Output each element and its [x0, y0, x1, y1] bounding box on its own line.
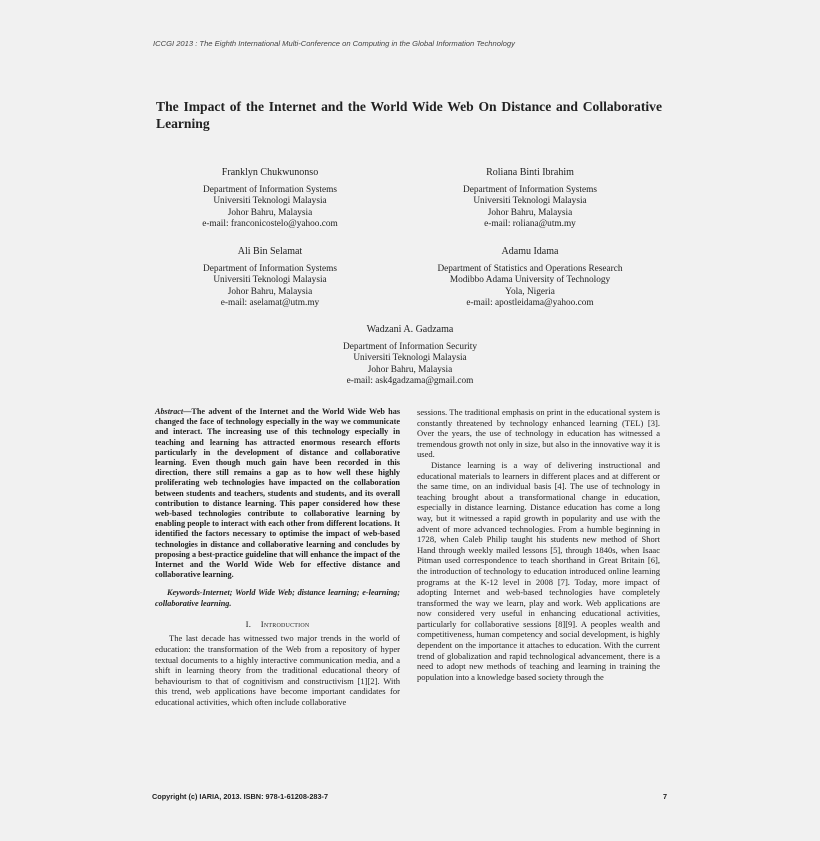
author-name: Wadzani A. Gadzama	[366, 324, 454, 335]
body-paragraph-1: sessions. The traditional emphasis on print in the educational system is constantly threatened by technology enhanced learning (TEL) [3]. Over the years, the use of technology in education has witnessed a tremendous growth not only in size, but also in the innovative way it is used.	[417, 407, 660, 460]
author-block-5	[310, 324, 510, 388]
author-block-4	[420, 246, 640, 310]
author-affiliation: Department of Information Systems	[462, 184, 597, 195]
author-name: Franklyn Chukwunonso	[221, 167, 319, 178]
author-affiliation: Department of Statistics and Operations Research	[437, 263, 623, 274]
left-column	[155, 407, 400, 708]
intro-paragraph-1: The last decade has witnessed two major trends in the world of education: the transformation of the Web from a repository of hyper textual documents to a highly interactive communication media, and a shift in learning theory from the traditional educational theory of behaviourism to that of cognitivism and constructivism [1][2]. With this trend, web applications have become important candidates for educational activities, which often include collaborative	[155, 633, 400, 708]
author-location: Johor Bahru, Malaysia	[487, 207, 573, 218]
author-affiliation: Modibbo Adama University of Technology	[449, 275, 611, 286]
section-heading	[155, 619, 400, 630]
author-block-2	[430, 167, 630, 231]
right-column	[417, 407, 660, 682]
copyright-footer: Copyright (c) IARIA, 2013. ISBN: 978-1-61208-283-7	[152, 792, 328, 801]
author-affiliation: Universiti Teknologi Malaysia	[473, 196, 587, 207]
page-number: 7	[663, 792, 668, 801]
paper-title: The Impact of the Internet and the World Wide Web On Distance and Collaborative Learning	[156, 99, 662, 131]
author-affiliation: Department of Information Security	[343, 341, 477, 352]
author-affiliation: Department of Information Systems	[202, 184, 337, 195]
author-email: e-mail: franconicostelo@yahoo.com	[202, 219, 338, 230]
abstract-text: —The advent of the Internet and the World Wide Web has changed the face of technology especially in the way we communicate and interact. The increasing use of this technology especially in teaching and learning has attracted enormous research efforts particularly in the development of distance and collaborative learning. Even though much gain have been recorded in this direction, there still remains a gap as to how well these highly proliferating web technologies have impacted on the collaboration between students and teachers, students and students, and its overall contribution to distance learning. This paper considered how these web-based technologies contribute to collaborative learning by enabling people to interact with each other from different locations. It identified the factors necessary to optimise the impact of web-based technologies in distance and collaborative learning and concludes by proposing a best-practice guideline that will enhance the impact of the Internet and the World Wide Web for effective distance and collaborative learning.	[155, 407, 400, 580]
abstract	[155, 407, 400, 580]
author-name: Roliana Binti Ibrahim	[486, 167, 574, 178]
author-location: Johor Bahru, Malaysia	[227, 286, 313, 297]
keywords: Keywords-Internet; World Wide Web; distance learning; e-learning; collaborative learning.	[155, 588, 400, 608]
running-header: ICCGI 2013 : The Eighth International Multi-Conference on Computing in the Global Information Technology	[153, 39, 515, 48]
author-block-3	[180, 246, 360, 310]
author-email: e-mail: roliana@utm.my	[484, 219, 576, 230]
author-block-1	[180, 167, 360, 231]
author-name: Ali Bin Selamat	[237, 246, 303, 257]
author-affiliation: Department of Information Systems	[202, 263, 337, 274]
author-location: Johor Bahru, Malaysia	[227, 207, 313, 218]
author-email: e-mail: ask4gadzama@gmail.com	[346, 376, 474, 387]
section-number: I.	[245, 618, 252, 629]
section-title: Introduction	[260, 618, 310, 629]
body-paragraph-2: Distance learning is a way of delivering instructional and educational materials to learners in different places and at different or the same time, on an individual basis [4]. The use of technology in teaching brought about a transformational change in education, especially in distance learning. Distance education has come a long way, but it witnessed a rapid growth in popularity and use with the advent of more advanced technologies. From a humble beginning in 1728, when Caleb Philip taught his students new method of Short Hand through weekly mailed lessons [5], through 1840s, when Isaac Pitman used correspondence to teach shorthand in Great Britain [6], the introduction of technology to education introduced online learning programs at the K-12 level in 2008 [7]. Today, more impact of adopting Internet and web-based technologies have completely transformed the way we learn, play and work. Web applications are now considered very useful in enhancing educational activities, particularly for collaborative sessions [8][9]. A peoples wealth and competitiveness, human competency and social development, is highly dependent on the importance it attaches to education. With the current trend of globalization and rapid technological advancement, there is a need to adopt new methods of teaching and learning in training the population into a knowledge based society through the	[417, 459, 660, 682]
author-email: e-mail: apostleidama@yahoo.com	[466, 298, 594, 309]
author-affiliation: Universiti Teknologi Malaysia	[213, 196, 327, 207]
author-location: Yola, Nigeria	[505, 286, 555, 297]
author-location: Johor Bahru, Malaysia	[367, 364, 453, 375]
author-email: e-mail: aselamat@utm.my	[220, 298, 320, 309]
abstract-label: Abstract	[155, 407, 184, 416]
author-name: Adamu Idama	[501, 246, 559, 257]
author-affiliation: Universiti Teknologi Malaysia	[213, 275, 327, 286]
author-affiliation: Universiti Teknologi Malaysia	[353, 353, 467, 364]
